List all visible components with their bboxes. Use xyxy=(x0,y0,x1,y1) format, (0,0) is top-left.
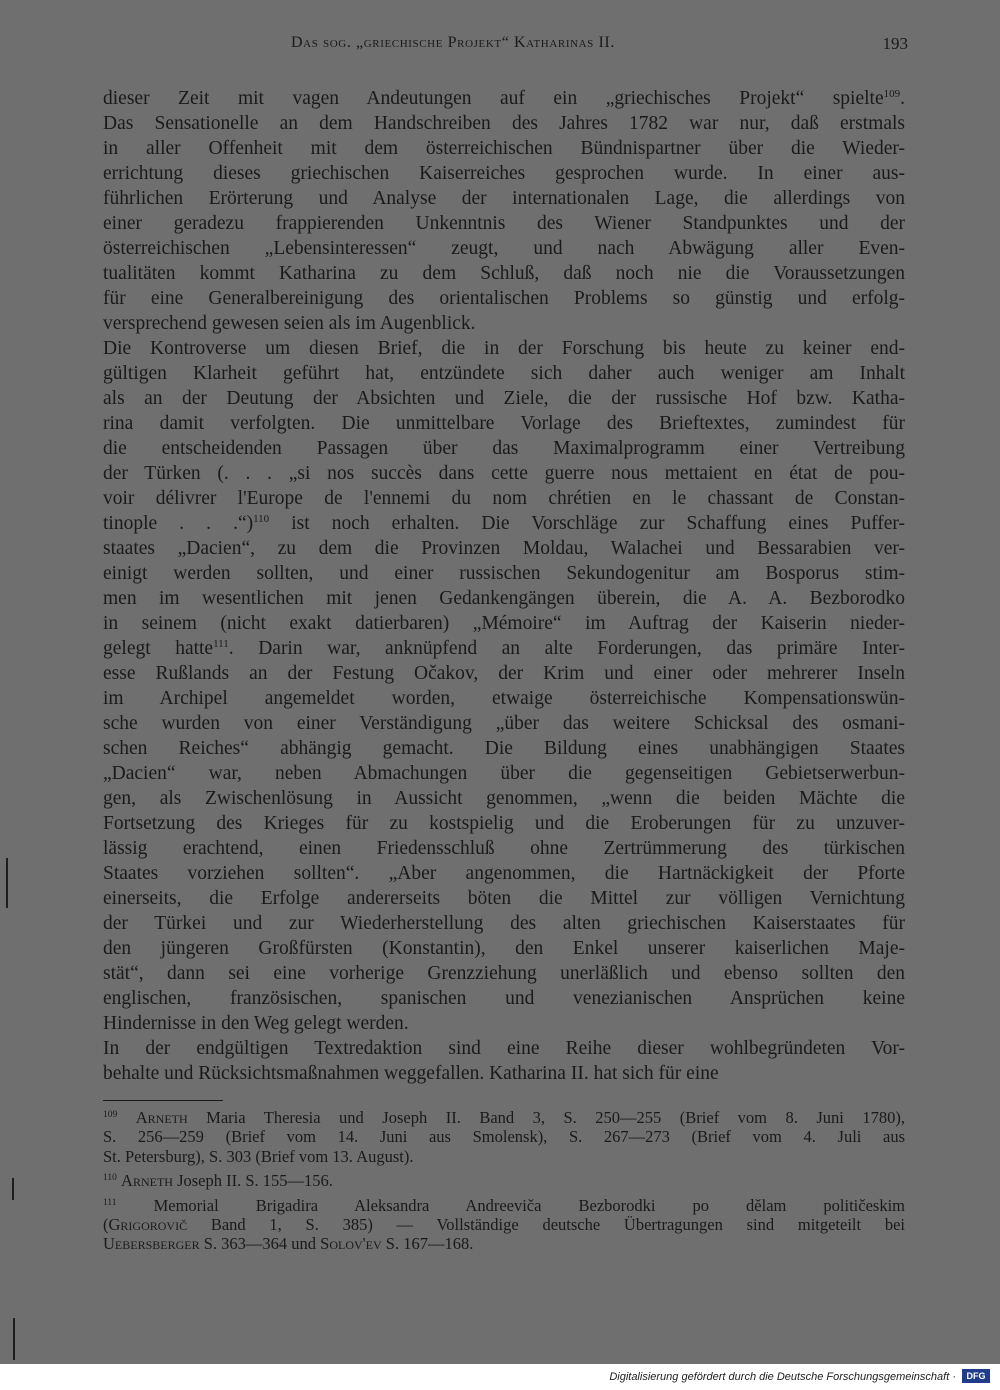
scan-margin-mark xyxy=(12,1178,14,1200)
text-line xyxy=(103,786,905,811)
text-run: Fortsetzung des Krieges für zu kostspielig und die Eroberungen für zu unzuver- xyxy=(103,813,905,834)
text-line xyxy=(103,461,905,486)
footnote-number: 111 xyxy=(103,1197,117,1208)
text-run: ist noch erhalten. Die Vorschläge zur Schaffung eines Puffer- xyxy=(269,513,905,534)
footnotes xyxy=(103,1108,905,1259)
digitization-credit-bar xyxy=(0,1364,1000,1390)
text-line xyxy=(103,511,905,536)
text-run: der Türken (. . . „si nos succès dans cette guerre nous mettaient en état de pou- xyxy=(103,463,905,484)
text-line xyxy=(103,186,905,211)
text-run: dieser Zeit mit vagen Andeutungen auf ein „griechisches Projekt“ spielte xyxy=(103,88,884,109)
text-line xyxy=(103,211,905,236)
author-name: Grigorovič xyxy=(108,1214,188,1234)
footnote-line xyxy=(103,1215,905,1234)
author-name: Arneth xyxy=(121,1171,173,1191)
text-run: österreichischen „Lebensinteressen“ zeugt, und nach Abwägung aller Even- xyxy=(103,238,905,259)
footnote xyxy=(103,1196,905,1254)
author-name: Uebersberger xyxy=(103,1234,200,1254)
text-run: einigt werden sollten, und einer russischen Sekundogenitur am Bosporus stim- xyxy=(103,563,905,584)
text-run: Maria Theresia und Joseph II. Band 3, S. 250—255 (Brief vom 8. Juni 1780), xyxy=(187,1108,905,1127)
text-run: Band 1, S. 385) — Vollständige deutsche Übertragungen sind mitgeteilt bei xyxy=(187,1214,905,1234)
text-line xyxy=(103,261,905,286)
text-run: errichtung dieses griechischen Kaiserreiches gesprochen wurde. In einer aus- xyxy=(103,163,905,184)
text-run: Joseph II. S. 155—156. xyxy=(172,1171,333,1191)
footnote-line xyxy=(103,1234,905,1253)
text-run: die entscheidenden Passagen über das Maximalprogramm einer Vertreibung xyxy=(103,438,905,459)
text-line xyxy=(103,111,905,136)
text-line xyxy=(103,811,905,836)
text-line xyxy=(103,386,905,411)
text-line xyxy=(103,536,905,561)
text-run: staates „Dacien“, zu dem die Provinzen Moldau, Walachei und Bessarabien ver- xyxy=(103,538,905,559)
footnote-reference: 109 xyxy=(883,88,901,100)
text-run: der Türkei und zur Wiederherstellung des alten griechischen Kaiserstaates für xyxy=(103,913,905,934)
text-line xyxy=(103,861,905,886)
main-text xyxy=(103,86,905,1086)
text-run: als an der Deutung der Absichten und Ziele, die der russische Hof bzw. Katha- xyxy=(103,388,905,409)
text-run: gen, als Zwischenlösung in Aussicht genommen, „wenn die beiden Mächte die xyxy=(103,788,905,809)
text-line xyxy=(103,886,905,911)
text-run: sche wurden von einer Verständigung „über das weitere Schicksal des osmani- xyxy=(103,713,905,734)
text-run: S. 363—364 und xyxy=(199,1234,321,1254)
footnote-line xyxy=(103,1147,905,1166)
footnote-line xyxy=(103,1108,905,1127)
text-line xyxy=(103,636,905,661)
text-run: lässig erachtend, einen Friedensschluß ohne Zertrümmerung des türkischen xyxy=(103,838,905,859)
footnote xyxy=(103,1108,905,1166)
running-header xyxy=(103,34,908,58)
text-run: versprechend gewesen seien als im Augenblick. xyxy=(103,313,476,334)
text-line xyxy=(103,836,905,861)
text-run: rina damit verfolgten. Die unmittelbare Vorlage des Brieftextes, zumindest für xyxy=(103,413,905,434)
text-line xyxy=(103,736,905,761)
text-line xyxy=(103,1036,905,1061)
text-line xyxy=(103,486,905,511)
text-line xyxy=(103,761,905,786)
text-run: gültigen Klarheit geführt hat, entzündete sich daher auch weniger am Inhalt xyxy=(103,363,905,384)
text-run: men im wesentlichen mit jenen Gedankengängen überein, die A. A. Bezborodko xyxy=(103,588,905,609)
footnote-line xyxy=(103,1196,905,1215)
footnote-line xyxy=(103,1171,905,1190)
text-line xyxy=(103,411,905,436)
text-run: Hindernisse in den Weg gelegt werden. xyxy=(103,1013,409,1034)
text-line xyxy=(103,436,905,461)
scan-margin-mark xyxy=(6,858,8,908)
text-line xyxy=(103,311,905,336)
text-line xyxy=(103,911,905,936)
text-line xyxy=(103,86,905,111)
author-name: Solov'ev xyxy=(320,1234,382,1254)
text-line xyxy=(103,711,905,736)
text-run: im Archipel angemeldet worden, etwaige österreichische Kompensationswün- xyxy=(103,688,905,709)
text-run: . xyxy=(900,88,905,109)
credit-text: Digitalisierung gefördert durch die Deutsche Forschungsgemeinschaft · xyxy=(609,1371,956,1383)
text-line xyxy=(103,686,905,711)
footnote-reference: 111 xyxy=(213,638,229,650)
text-run: in seinem (nicht exakt datierbaren) „Mémoire“ im Auftrag der Kaiserin nieder- xyxy=(103,613,905,634)
text-run: Staates vorziehen sollten“. „Aber angenommen, die Hartnäckigkeit der Pforte xyxy=(103,863,905,884)
footnote-number: 110 xyxy=(103,1173,117,1184)
text-run: voir délivrer l'Europe de l'ennemi du nom chrétien en le chassant de Constan- xyxy=(103,488,905,509)
footnote-reference: 110 xyxy=(253,513,270,525)
text-run: Die Kontroverse um diesen Brief, die in der Forschung bis heute zu keiner end- xyxy=(103,338,905,359)
text-run: . Darin war, anknüpfend an alte Forderungen, das primäre Inter- xyxy=(228,638,905,659)
text-line xyxy=(103,136,905,161)
text-line xyxy=(103,936,905,961)
text-line xyxy=(103,586,905,611)
text-run: S. 167—168. xyxy=(381,1234,474,1254)
dfg-logo: DFG xyxy=(962,1369,990,1383)
text-run: in aller Offenheit mit dem österreichischen Bündnispartner über die Wieder- xyxy=(103,138,905,159)
text-line xyxy=(103,336,905,361)
text-run: stät“, dann sei eine vorherige Grenzziehung unerläßlich und ebenso sollten den xyxy=(103,963,905,984)
text-run: den jüngeren Großfürsten (Konstantin), den Enkel unserer kaiserlichen Maje- xyxy=(103,938,905,959)
text-run: schen Reiches“ abhängig gemacht. Die Bildung eines unabhängigen Staates xyxy=(103,738,905,759)
text-line xyxy=(103,961,905,986)
scan-margin-mark xyxy=(13,1318,15,1360)
text-line xyxy=(103,1011,905,1036)
text-run: esse Rußlands an der Festung Očakov, der Krim und einer oder mehrerer Inseln xyxy=(103,663,905,684)
text-line xyxy=(103,286,905,311)
text-run: einerseits, die Erfolge andererseits böten die Mittel zur völligen Vernichtung xyxy=(103,888,905,909)
footnote xyxy=(103,1171,905,1190)
header-title: Das sog. „griechische Projekt“ Katharinas II. xyxy=(291,34,615,51)
text-run: Das Sensationelle an dem Handschreiben des Jahres 1782 war nur, daß erstmals xyxy=(103,113,905,134)
text-run: S. 256—259 (Brief vom 14. Juni aus Smolensk), S. 267—273 (Brief vom 4. Juli aus xyxy=(103,1127,905,1147)
text-line xyxy=(103,561,905,586)
text-line xyxy=(103,611,905,636)
text-run: Memorial Brigadira Aleksandra Andreeviča Bezborodki po dělam političeskim xyxy=(153,1195,905,1215)
text-run: „Dacien“ war, neben Abmachungen über die gegenseitigen Gebietserwerbun- xyxy=(103,763,905,784)
text-run: tinople . . .“) xyxy=(103,513,254,534)
text-run: für eine Generalbereinigung des orientalischen Problems so günstig und erfolg- xyxy=(103,288,905,309)
text-run: behalte und Rücksichtsmaßnahmen weggefallen. Katharina II. hat sich für eine xyxy=(103,1063,719,1084)
footnote-separator xyxy=(103,1100,223,1101)
text-run: ( xyxy=(103,1214,109,1234)
text-run: englischen, französischen, spanischen und venezianischen Ansprüchen keine xyxy=(103,988,905,1009)
text-run: gelegt hatte xyxy=(103,638,214,659)
text-line xyxy=(103,1061,905,1086)
text-run: St. Petersburg), S. 303 (Brief vom 13. August). xyxy=(103,1146,414,1166)
text-line xyxy=(103,161,905,186)
text-run: In der endgültigen Textredaktion sind eine Reihe dieser wohlbegründeten Vor- xyxy=(103,1038,905,1059)
text-run: führlichen Erörterung und Analyse der internationalen Lage, die allerdings von xyxy=(103,188,905,209)
page-number: 193 xyxy=(882,34,908,53)
author-name: Arneth xyxy=(135,1108,188,1127)
text-line xyxy=(103,986,905,1011)
text-line xyxy=(103,661,905,686)
text-line xyxy=(103,236,905,261)
text-run: tualitäten kommt Katharina zu dem Schluß, daß noch nie die Voraussetzungen xyxy=(103,263,905,284)
footnote-number: 109 xyxy=(103,1110,118,1120)
footnote-line xyxy=(103,1127,905,1146)
text-line xyxy=(103,361,905,386)
text-run: einer geradezu frappierenden Unkenntnis des Wiener Standpunktes und der xyxy=(103,213,905,234)
